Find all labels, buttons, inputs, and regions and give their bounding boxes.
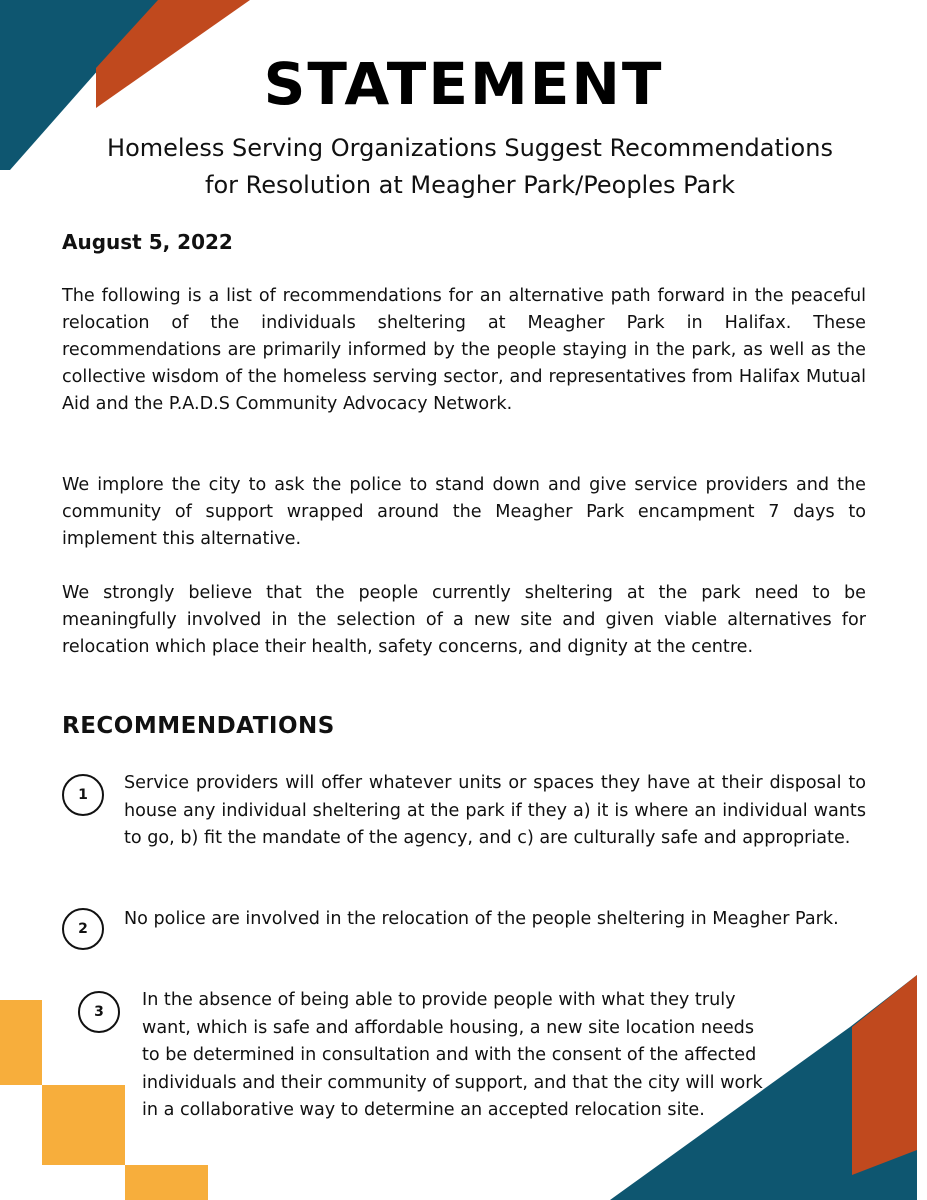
recommendation-text: Service providers will offer whatever units or spaces they have at their disposal to house any individual sheltering at the park if they a) it is where an individual wants to go, b) fit the mandate of the agency, and c) are culturally safe and appropriate. xyxy=(124,773,866,848)
belief-paragraph: We strongly believe that the people currently sheltering at the park need to be meaningfully involved in the selection of a new site and given viable alternatives for relocation which place their health, safety concerns, and dignity at the centre. xyxy=(62,583,866,657)
yellow-square xyxy=(42,1085,125,1165)
recommendation-number-badge: 3 xyxy=(78,991,120,1033)
page-subtitle xyxy=(40,130,900,204)
page-title: STATEMENT xyxy=(263,50,664,118)
intro-paragraph: The following is a list of recommendations for an alternative path forward in the peaceful relocation of the individuals sheltering at Meagher Park in Halifax. These recommendations are primarily informed by the people staying in the park, as well as the collective wisdom of the homeless serving sector, and representatives from Halifax Mutual Aid and the P.A.D.S Community Advocacy Network. xyxy=(62,286,866,414)
recommendation-number-badge: 2 xyxy=(62,908,104,950)
yellow-square xyxy=(125,1165,208,1200)
recommendation-text: No police are involved in the relocation of the people sheltering in Meagher Park. xyxy=(124,909,839,929)
recommendations-heading: RECOMMENDATIONS xyxy=(62,713,335,739)
request-paragraph: We implore the city to ask the police to stand down and give service providers and the community of support wrapped around the Meagher Park encampment 7 days to implement this alternative. xyxy=(62,475,866,549)
subtitle-line: for Resolution at Meagher Park/Peoples Park xyxy=(205,171,735,199)
recommendation-number-badge: 1 xyxy=(62,774,104,816)
orange-triangle-bottom xyxy=(852,975,917,1175)
yellow-square xyxy=(0,1000,42,1085)
recommendation-text: In the absence of being able to provide people with what they truly want, which is safe and affordable housing, a new site location needs to be determined in consultation and with the consent of the affected individuals and their community of support, and that the city will work in a collaborative way to determine an accepted relocation site. xyxy=(142,990,763,1120)
statement-date: August 5, 2022 xyxy=(62,230,233,254)
subtitle-line: Homeless Serving Organizations Suggest Recommendations xyxy=(107,134,833,162)
